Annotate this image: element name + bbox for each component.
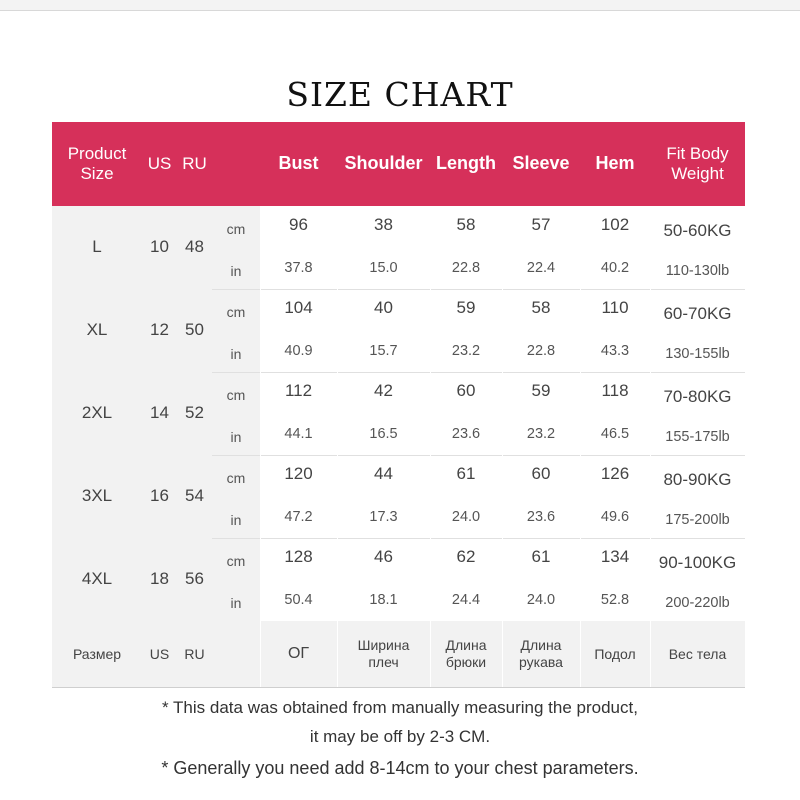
header-us: US (142, 122, 177, 206)
cell-bust-cm: 112 (284, 380, 313, 400)
cell-bust-cm: 128 (284, 546, 313, 566)
cell-bust-in: 44.1 (284, 425, 313, 442)
row-us: 18 (150, 569, 169, 589)
cell-bust-cm: 120 (284, 463, 313, 483)
cell-shoulder-in: 17.3 (369, 508, 398, 525)
column-divider (260, 206, 261, 687)
row-unit-in: in (230, 262, 242, 279)
cell-length-cm: 61 (456, 463, 476, 483)
row-size: XL (86, 320, 108, 340)
header-ru: RU (177, 122, 212, 206)
cell-bust-cm: 104 (284, 297, 313, 317)
column-divider (337, 206, 338, 687)
cell-hem-cm: 118 (601, 380, 629, 400)
cell-hem-cm: 102 (600, 214, 630, 234)
footer-ru: RU (184, 645, 205, 662)
cell-hem-in: 40.2 (600, 259, 630, 276)
column-divider (580, 206, 581, 687)
cell-length-in: 23.6 (451, 425, 481, 442)
footer-length-ru: Длина брюки (445, 637, 487, 670)
cell-weight-lb: 200-220lb (665, 594, 730, 611)
row-us: 14 (150, 403, 169, 423)
cell-sleeve-in: 22.8 (526, 342, 556, 359)
row-ru: 56 (185, 569, 204, 589)
cell-sleeve-in: 23.6 (526, 508, 556, 525)
row-unit-in: in (230, 345, 242, 362)
row-unit-cm: cm (226, 387, 246, 404)
cell-sleeve-in: 23.2 (526, 425, 556, 442)
cell-weight-kg: 70-80KG (663, 386, 732, 406)
footer-sleeve-ru: Длина рукава (519, 637, 563, 670)
row-size: 4XL (81, 569, 113, 589)
cell-bust-cm: 96 (289, 214, 308, 234)
cell-shoulder-cm: 46 (374, 546, 393, 566)
cell-hem-in: 43.3 (600, 342, 630, 359)
column-divider (650, 206, 651, 687)
cell-length-in: 24.4 (451, 591, 481, 608)
cell-sleeve-in: 22.4 (526, 259, 556, 276)
cell-length-cm: 60 (456, 380, 476, 400)
cell-weight-lb: 175-200lb (665, 511, 730, 528)
cell-shoulder-cm: 44 (374, 463, 393, 483)
cell-length-in: 22.8 (451, 259, 481, 276)
table-bottom-border (52, 687, 745, 688)
row-unit-in: in (230, 511, 242, 528)
cell-hem-cm: 126 (600, 463, 630, 483)
row-unit-cm: cm (226, 553, 246, 570)
cell-weight-kg: 90-100KG (658, 552, 737, 572)
cell-shoulder-cm: 40 (374, 297, 393, 317)
footer-weight-ru: Вес тела (668, 645, 727, 662)
note-line-2: it may be off by 2-3 CM. (309, 727, 491, 746)
header-hem: Hem (580, 122, 650, 206)
cell-sleeve-in: 24.0 (526, 591, 556, 608)
row-unit-in: in (230, 594, 242, 611)
note-line-3: * Generally you need add 8-14cm to your chest parameters. (161, 758, 639, 778)
cell-sleeve-cm: 57 (531, 214, 551, 234)
cell-shoulder-in: 15.0 (369, 259, 398, 276)
footer-us: US (149, 645, 170, 662)
cell-bust-in: 40.9 (284, 342, 313, 359)
header-shoulder: Shoulder (337, 122, 430, 206)
cell-shoulder-in: 18.1 (369, 591, 398, 608)
row-ru: 54 (185, 486, 204, 506)
cell-hem-in: 46.5 (600, 425, 630, 442)
row-us: 12 (150, 320, 169, 340)
cell-hem-in: 52.8 (600, 591, 630, 608)
cell-weight-kg: 60-70KG (663, 303, 732, 323)
cell-length-cm: 59 (456, 297, 476, 317)
header-sleeve: Sleeve (502, 122, 580, 206)
row-unit-cm: cm (226, 221, 246, 238)
cell-bust-in: 47.2 (284, 508, 313, 525)
cell-shoulder-cm: 42 (374, 380, 393, 400)
row-us: 10 (150, 237, 169, 257)
cell-sleeve-cm: 59 (531, 380, 551, 400)
row-us: 16 (150, 486, 169, 506)
cell-length-cm: 62 (456, 546, 476, 566)
cell-sleeve-cm: 60 (531, 463, 551, 483)
cell-shoulder-in: 16.5 (369, 425, 398, 442)
cell-hem-in: 49.6 (600, 508, 630, 525)
cell-weight-lb: 155-175lb (665, 428, 730, 445)
cell-weight-lb: 130-155lb (665, 345, 730, 362)
cell-weight-lb: 110-130lb (665, 262, 730, 279)
cell-weight-kg: 50-60KG (663, 220, 732, 240)
cell-length-in: 23.2 (451, 342, 481, 359)
column-divider (430, 206, 431, 687)
header-length: Length (430, 122, 502, 206)
cell-hem-cm: 134 (600, 546, 630, 566)
cell-bust-in: 37.8 (284, 259, 313, 276)
cell-hem-cm: 110 (601, 297, 629, 317)
row-ru: 52 (185, 403, 204, 423)
cell-length-cm: 58 (456, 214, 476, 234)
row-size: 2XL (81, 403, 113, 423)
footer-size-ru: Размер (72, 645, 122, 662)
note-line-1: * This data was obtained from manually measuring the product, (162, 698, 638, 717)
row-ru: 48 (185, 237, 204, 257)
cell-weight-kg: 80-90KG (663, 469, 732, 489)
cell-bust-in: 50.4 (284, 591, 313, 608)
cell-shoulder-cm: 38 (374, 214, 393, 234)
cell-sleeve-cm: 58 (531, 297, 551, 317)
footer-bust-ru: ОГ (287, 645, 310, 663)
footer-shoulder-ru: Ширина плеч (357, 637, 410, 670)
header-bust: Bust (260, 122, 337, 206)
cell-sleeve-cm: 61 (531, 546, 551, 566)
chart-title: SIZE CHART (286, 75, 514, 114)
row-size: 3XL (81, 486, 113, 506)
row-ru: 50 (185, 320, 204, 340)
header-product-size: Product Size (52, 122, 142, 206)
top-bar (0, 0, 800, 11)
cell-length-in: 24.0 (451, 508, 481, 525)
footer-hem-ru: Подол (594, 645, 636, 662)
row-unit-in: in (230, 428, 242, 445)
row-unit-cm: cm (226, 470, 246, 487)
header-fit-body-weight: Fit Body Weight (650, 122, 745, 206)
row-size: L (92, 237, 102, 257)
row-unit-cm: cm (226, 304, 246, 321)
column-divider (502, 206, 503, 687)
cell-shoulder-in: 15.7 (369, 342, 398, 359)
